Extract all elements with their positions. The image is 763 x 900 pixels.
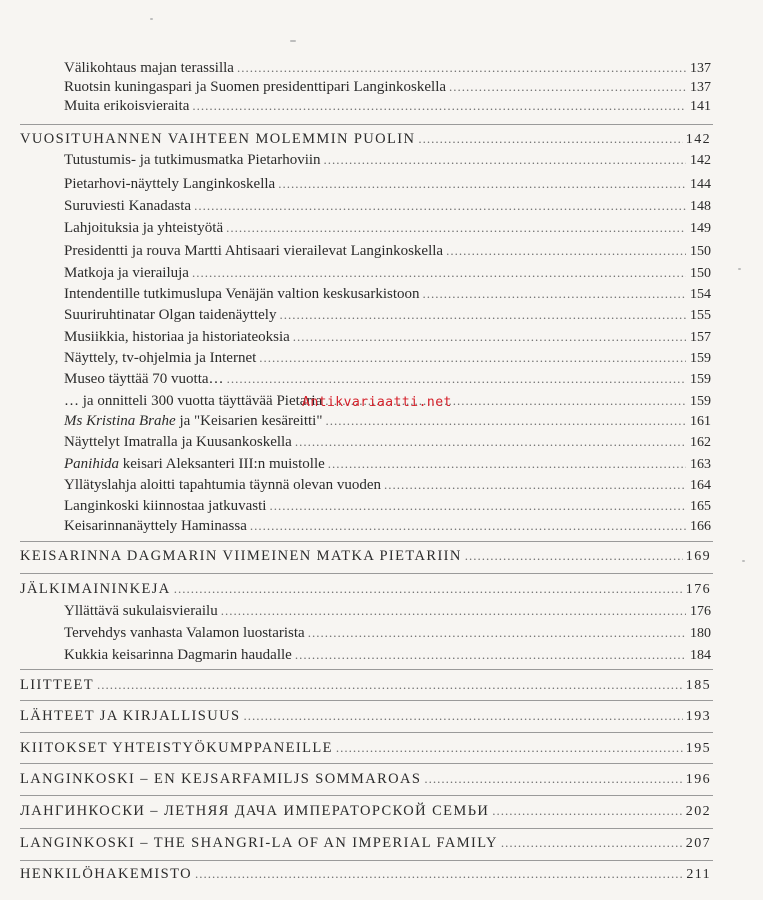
toc-entry-page: 159 [690,394,711,409]
toc-section-title: LÄHTEET JA KIRJALLISUUS [20,708,241,724]
toc-entry [64,198,711,220]
dot-leader [278,176,686,192]
dot-leader [194,198,686,214]
toc-entry-page: 150 [690,244,711,259]
dot-leader [328,456,686,472]
toc-entry-page: 157 [690,330,711,345]
toc-section-page: 207 [685,836,711,851]
dot-leader [221,603,686,619]
toc-entry-page: 144 [690,177,711,192]
toc-entry [64,350,711,372]
toc-entry-title: Ruotsin kuningaspari ja Suomen presidenttipari Langinkoskella [64,79,447,95]
toc-section [20,677,711,699]
toc-entry-page: 184 [690,648,711,663]
toc-entry-title: Kukkia keisarinna Dagmarin haudalle [64,647,292,663]
toc-entry-page: 165 [690,499,711,514]
toc-section [20,771,711,793]
toc-section-page: 169 [685,549,711,564]
toc-entry-title: Pietarhovi-näyttely Langinkoskella [64,176,276,192]
paper-speck [742,560,745,562]
toc-entry-title: Musiikkia, historiaa ja historiateoksia [64,329,290,345]
toc-section-title: LANGINKOSKI – THE SHANGRI-LA OF AN IMPERIAL FAMILY [20,835,498,851]
toc-section-page: 211 [686,867,711,882]
toc-entry [64,220,711,242]
section-divider [20,541,713,542]
toc-entry [64,176,711,198]
dot-leader [446,243,686,259]
toc-entry [64,603,711,625]
toc-entry-page: 150 [690,266,711,281]
toc-entry-page: 148 [690,199,711,214]
dot-leader [259,350,686,366]
toc-section-title: HENKILÖHAKEMISTO [20,866,192,882]
section-divider [20,732,713,733]
dot-leader [501,835,683,851]
section-divider [20,669,713,670]
dot-leader [97,677,683,693]
dot-leader [293,329,686,345]
dot-leader [324,152,686,168]
toc-entry [64,243,711,265]
toc-entry-page: 166 [690,519,711,534]
paper-speck [290,40,296,42]
toc-entry [64,518,711,540]
toc-section-title: LIITTEET [20,677,95,693]
toc-entry-page: 154 [690,287,711,302]
toc-entry-page: 180 [690,626,711,641]
toc-entry-title: Keisarinnanäyttely Haminassa [64,518,247,534]
toc-section [20,740,711,762]
toc-section [20,581,711,603]
section-divider [20,700,713,701]
toc-entry-title: Museo täyttää 70 vuotta… [64,371,224,387]
toc-entry-page: 137 [690,61,711,76]
toc-entry [64,307,711,329]
dot-leader [295,647,686,663]
section-divider [20,828,713,829]
toc-entry-page: 141 [690,99,711,114]
toc-entry-title: Lahjoituksia ja yhteistyötä [64,220,224,236]
dot-leader [174,581,683,597]
dot-leader [192,265,686,281]
toc-entry-page: 164 [690,478,711,493]
toc-entry-title: Yllätyslahja aloitti tapahtumia täynnä olevan vuoden [64,477,381,493]
toc-entry-title-italic: Ms Kristina Brahe [64,413,176,429]
toc-entry-title: Muita erikoisvieraita [64,98,190,114]
toc-entry [64,434,711,456]
toc-entry [64,625,711,647]
toc-entry-title: Intendentille tutkimuslupa Venäjän valtion keskusarkistoon [64,286,420,302]
toc-entry-title: Näyttelyt Imatralla ja Kuusankoskella [64,434,292,450]
dot-leader [336,740,683,756]
toc-section-title: KEISARINNA DAGMARIN VIIMEINEN MATKA PIETARIIN [20,548,462,564]
toc-entry [64,456,711,478]
toc-entry-page: 159 [690,372,711,387]
toc-entry-title: Presidentti ja rouva Martti Ahtisaari vierailevat Langinkoskella [64,243,444,259]
toc-section-page: 193 [685,709,711,724]
toc-entry [64,477,711,499]
dot-leader [465,548,683,564]
toc-entry-page: 137 [690,80,711,95]
dot-leader [227,371,686,387]
toc-section-title: ЛАНГИНКОСКИ – ЛЕТНЯЯ ДАЧА ИМПЕРАТОРСКОЙ СЕМЬИ [20,803,490,819]
dot-leader [226,220,686,236]
toc-entry-page: 155 [690,308,711,323]
toc-entry-page: 163 [690,457,711,472]
paper-speck [150,18,153,20]
toc-entry-title-rest: keisari Aleksanteri III:n muistolle [119,456,325,472]
section-divider [20,860,713,861]
toc-entry-title: Näyttely, tv-ohjelmia ja Internet [64,350,257,366]
toc-entry-page: 176 [690,604,711,619]
toc-entry [64,265,711,287]
toc-section-page: 142 [685,132,711,147]
dot-leader [279,307,686,323]
toc-section-page: 196 [685,772,711,787]
toc-section-title: KIITOKSET YHTEISTYÖKUMPPANEILLE [20,740,333,756]
dot-leader [237,60,686,76]
dot-leader [418,131,682,147]
toc-entry-title-rest: ja "Keisarien kesäreitti" [175,413,323,429]
toc-entry-title: Välikohtaus majan terassilla [64,60,234,76]
dot-leader [250,518,686,534]
section-divider [20,573,713,574]
toc-entry-title: Tervehdys vanhasta Valamon luostarista [64,625,305,641]
toc-entry-page: 159 [690,351,711,366]
dot-leader [243,708,682,724]
dot-leader [384,477,686,493]
dot-leader [424,771,682,787]
toc-entry [64,286,711,308]
toc-entry [64,98,711,120]
toc-section-title: LANGINKOSKI – EN KEJSARFAMILJS SOMMAROAS [20,771,422,787]
toc-entry-title: … ja onnitteli 300 vuotta täyttävää Pietaria [64,393,323,409]
dot-leader [308,625,686,641]
toc-entry [64,329,711,351]
dot-leader [449,79,686,95]
dot-leader [295,434,686,450]
toc-entry [64,413,711,435]
toc-entry-title: Matkoja ja vierailuja [64,265,189,281]
toc-section [20,131,711,153]
section-divider [20,763,713,764]
dot-leader [492,803,683,819]
toc-entry-page: 142 [690,153,711,168]
dot-leader [269,498,686,514]
toc-entry [64,498,711,520]
dot-leader [195,866,683,882]
toc-entry-title: Suuriruhtinatar Olgan taidenäyttely [64,307,277,323]
toc-section [20,803,711,825]
section-divider [20,795,713,796]
toc-section [20,548,711,570]
section-divider [20,124,713,125]
toc-entry-page: 162 [690,435,711,450]
toc-entry [64,647,711,669]
dot-leader [325,413,686,429]
dot-leader [192,98,686,114]
toc-section-page: 202 [685,804,711,819]
toc-entry-title: Yllättävä sukulaisvierailu [64,603,218,619]
toc-entry-title: Langinkoski kiinnostaa jatkuvasti [64,498,267,514]
toc-entry-title: Tutustumis- ja tutkimusmatka Pietarhoviin [64,152,321,168]
toc-entry-page: 161 [690,414,711,429]
toc-section-page: 176 [685,582,711,597]
toc-entry-page: 149 [690,221,711,236]
toc-section-title: JÄLKIMAININKEJA [20,581,171,597]
toc-section [20,866,711,888]
toc-entry-title: Suruviesti Kanadasta [64,198,192,214]
watermark: Antikvariaatti.net [302,395,452,410]
toc-section-page: 195 [685,741,711,756]
toc-section [20,835,711,857]
dot-leader [423,286,687,302]
toc-entry-title-italic: Panihida [64,456,119,472]
toc-section-title: VUOSITUHANNEN VAIHTEEN MOLEMMIN PUOLIN [20,131,416,147]
toc-entry [64,152,711,174]
toc-entry-title [64,413,322,430]
toc-section [20,708,711,730]
toc-entry [64,371,711,393]
toc-section-page: 185 [685,678,711,693]
paper-speck [738,268,741,270]
toc-entry-title [64,456,325,473]
